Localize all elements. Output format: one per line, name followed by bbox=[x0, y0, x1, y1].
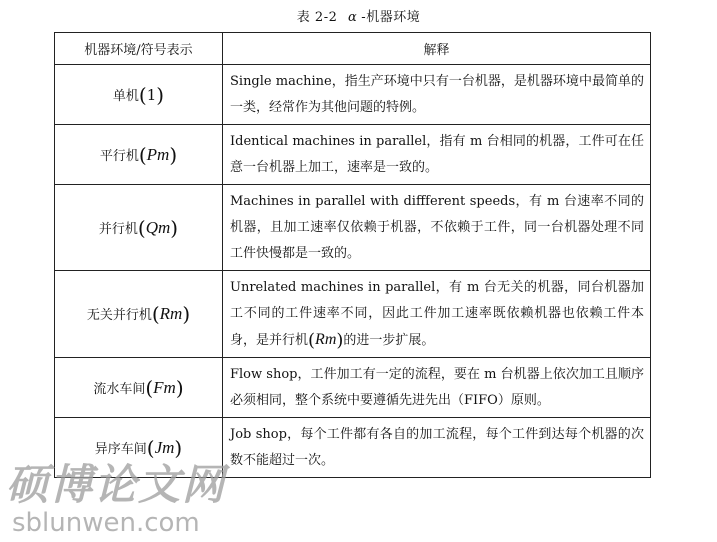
table-row bbox=[55, 271, 651, 358]
row-single-machine-description: Single machine，指生产环境中只有一台机器，是机器环境中最简单的一类，经常作为其他问题的特例。 bbox=[223, 65, 651, 125]
env-name: 并行机 bbox=[98, 221, 138, 237]
env-symbol: Rm bbox=[159, 304, 183, 323]
table-header-row bbox=[55, 33, 651, 65]
paren-open: ( bbox=[308, 330, 316, 351]
paren-close: ) bbox=[169, 142, 178, 167]
caption-prefix: 表 2-2 bbox=[296, 10, 338, 25]
paren-open: ( bbox=[146, 435, 155, 460]
machine-environment-table bbox=[54, 32, 651, 478]
paren-open: ( bbox=[151, 302, 160, 326]
table-caption bbox=[0, 6, 717, 25]
table-row bbox=[55, 125, 651, 185]
description-text: Unrelated machines in parallel，有 m 台无关的机器，同台机器加工不同的工件速率不同，因此工件加工速率既依赖机器也依赖工件本身，是并行机 bbox=[230, 280, 644, 348]
table-row bbox=[55, 185, 651, 271]
paren-open: ( bbox=[145, 375, 154, 400]
paren-close: ) bbox=[170, 215, 179, 240]
row-identical-parallel-description: Identical machines in parallel，指有 m 台相同的机器，工件可在任意一台机器上加工，速率是一致的。 bbox=[223, 125, 651, 185]
description-tail: 的进一步扩展。 bbox=[343, 333, 435, 348]
env-symbol: Jm bbox=[154, 437, 175, 457]
row-single-machine-label bbox=[55, 65, 223, 125]
row-uniform-parallel-description: Machines in parallel with diffferent speeds，有 m 台速率不同的机器，且加工速率仅依赖于机器，不依赖于工件，同一台机器处理不同工件快慢都是一致的。 bbox=[223, 185, 651, 271]
paren-close: ) bbox=[174, 435, 183, 460]
table-row bbox=[55, 358, 651, 418]
watermark-text: 硕博论文网 bbox=[6, 460, 227, 509]
env-symbol: Qm bbox=[145, 217, 171, 237]
paren-close: ) bbox=[336, 330, 344, 351]
caption-suffix: -机器环境 bbox=[361, 10, 421, 25]
env-name: 流水车间 bbox=[93, 381, 146, 397]
row-unrelated-parallel-label bbox=[55, 271, 223, 358]
env-symbol: Pm bbox=[146, 144, 170, 164]
paren-open: ( bbox=[137, 215, 146, 240]
row-uniform-parallel-label bbox=[55, 185, 223, 271]
table-row bbox=[55, 65, 651, 125]
env-name: 无关并行机 bbox=[86, 308, 152, 323]
env-name: 平行机 bbox=[99, 148, 139, 164]
env-name: 单机 bbox=[112, 88, 139, 104]
row-identical-parallel-label bbox=[55, 125, 223, 185]
row-flow-shop-label bbox=[55, 358, 223, 418]
header-environment: 机器环境/符号表示 bbox=[55, 33, 223, 65]
description-symbol: Rm bbox=[315, 331, 337, 348]
caption-alpha: α bbox=[348, 10, 358, 25]
paren-open: ( bbox=[138, 82, 147, 107]
row-job-shop-label bbox=[55, 418, 223, 478]
row-job-shop-description: Job shop，每个工件都有各自的加工流程，每个工件到达每个机器的次数不能超过一次。 bbox=[223, 418, 651, 478]
row-flow-shop-description: Flow shop，工件加工有一定的流程，要在 m 台机器上依次加工且顺序必须相同，整个系统中要遵循先进先出（FIFO）原则。 bbox=[223, 358, 651, 418]
paren-open: ( bbox=[138, 142, 147, 167]
watermark-url: sblunwen.com bbox=[12, 508, 200, 538]
env-symbol: Fm bbox=[153, 377, 176, 397]
paren-close: ) bbox=[175, 375, 184, 400]
paren-close: ) bbox=[182, 302, 191, 326]
row-unrelated-parallel-description bbox=[223, 271, 651, 358]
env-symbol: 1 bbox=[146, 85, 157, 104]
header-explanation: 解释 bbox=[223, 33, 651, 65]
table-row bbox=[55, 418, 651, 478]
paren-close: ) bbox=[156, 82, 165, 107]
env-name: 异序车间 bbox=[94, 441, 147, 457]
